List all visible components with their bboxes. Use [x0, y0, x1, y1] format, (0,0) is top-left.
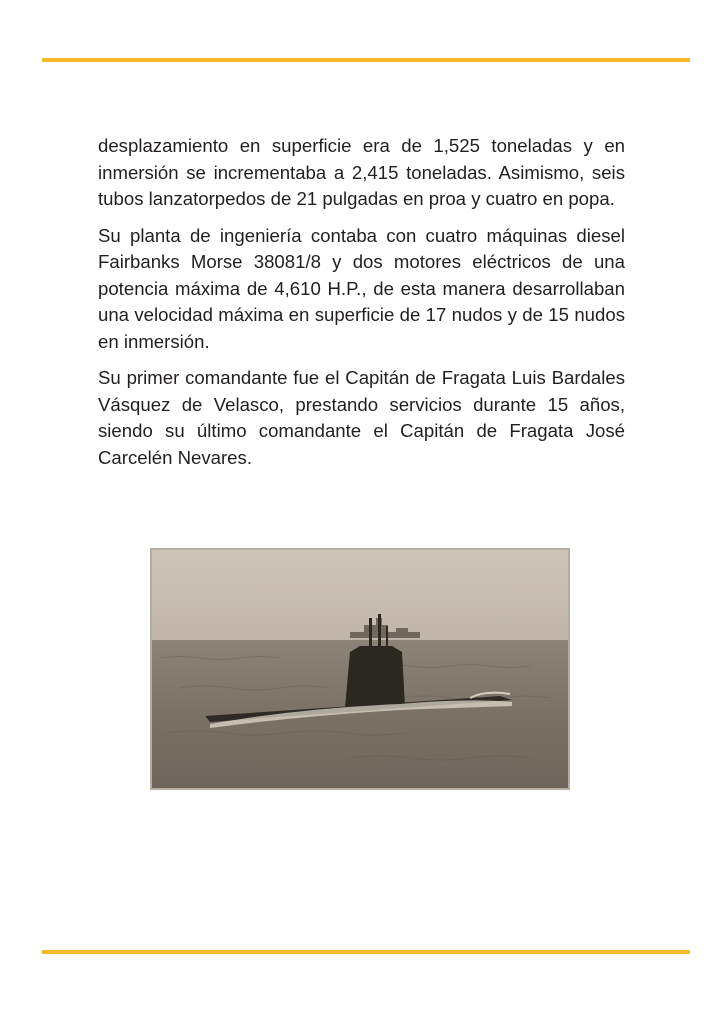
submarine-photo [150, 548, 570, 790]
paragraph-commanders: Su primer comandante fue el Capitán de Fragata Luis Bardales Vásquez de Velasco, prestando servicios durante 15 años, siendo su último comandante el Capitán de Fragata José Carcelén Nevares. [98, 367, 625, 468]
top-accent-rule [42, 58, 690, 62]
body-text [98, 133, 625, 481]
paragraph-displacement: desplazamiento en superficie era de 1,525 toneladas y en inmersión se incrementaba a 2,415 toneladas. Asimismo, seis tubos lanzatorpedos de 21 pulgadas en proa y cuatro en popa. [98, 135, 625, 209]
photo-sky [152, 550, 568, 642]
paragraph-engineering-plant: Su planta de ingeniería contaba con cuatro máquinas diesel Fairbanks Morse 38081/8 y dos motores eléctricos de una potencia máxima de 4,610 H.P., de esta manera desarrollaban una velocidad máxima en superficie de 17 nudos y de 15 nudos en inmersión. [98, 224, 625, 352]
bottom-accent-rule [42, 950, 690, 954]
